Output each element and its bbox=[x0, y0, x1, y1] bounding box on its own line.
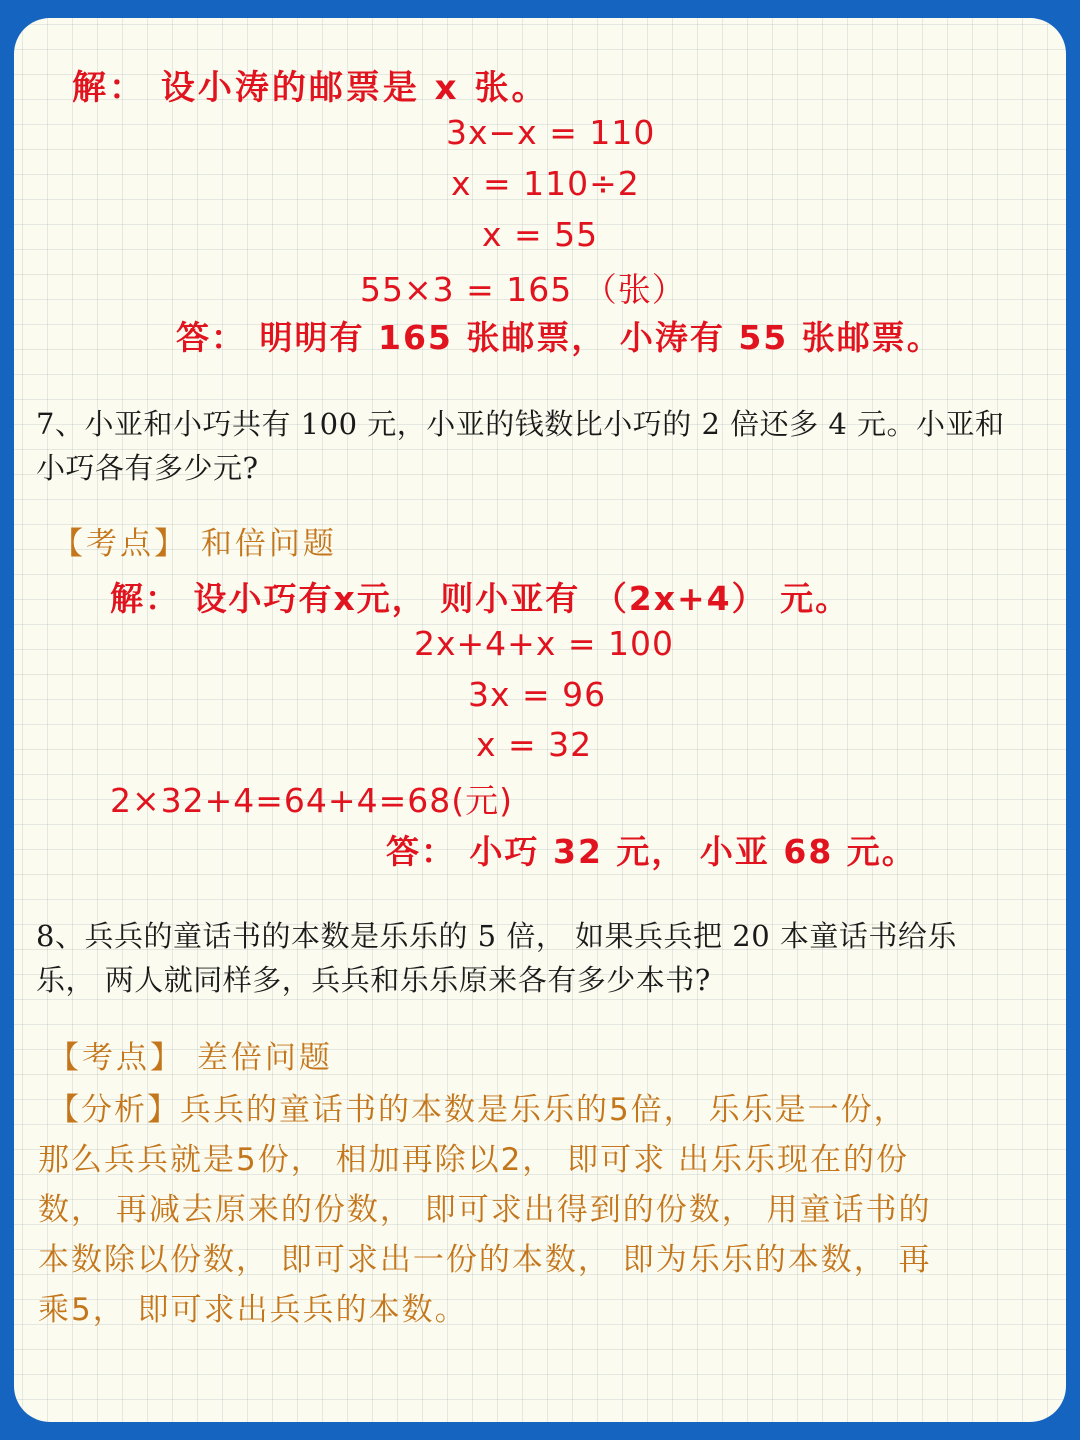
q8-text-line-2: 乐， 两人就同样多，兵兵和乐乐原来各有多少本书? bbox=[36, 963, 711, 997]
q8-analysis-line-4: 本数除以份数， 即可求出一份的本数， 即为乐乐的本数， 再 bbox=[38, 1242, 932, 1278]
q8-kaodian: 【考点】 差倍问题 bbox=[48, 1040, 333, 1076]
p6-answer: 答： 明明有 165 张邮票， 小涛有 55 张邮票。 bbox=[176, 318, 942, 357]
q8-analysis-line-2: 那么兵兵就是5份， 相加再除以2， 即可求 出乐乐现在的份 bbox=[38, 1142, 910, 1178]
q7-equation-1: 2x+4+x = 100 bbox=[414, 624, 674, 663]
q8-analysis-line-3: 数， 再减去原来的份数， 即可求出得到的份数， 用童话书的 bbox=[38, 1192, 932, 1228]
q7-solution-intro: 解： 设小巧有x元， 则小亚有 （2x+4） 元。 bbox=[110, 579, 851, 618]
q7-equation-4: 2×32+4=64+4=68(元) bbox=[110, 781, 513, 820]
p6-equation-3: x = 55 bbox=[482, 215, 599, 254]
p6-equation-1: 3x−x = 110 bbox=[446, 113, 656, 152]
q7-equation-2: 3x = 96 bbox=[468, 675, 607, 714]
q7-equation-3: x = 32 bbox=[476, 725, 593, 764]
q7-answer: 答： 小巧 32 元， 小亚 68 元。 bbox=[386, 832, 917, 871]
q8-analysis-line-5: 乘5， 即可求出兵兵的本数。 bbox=[38, 1292, 468, 1328]
p6-solution-intro: 解： 设小涛的邮票是 x 张。 bbox=[72, 68, 549, 108]
p6-equation-4: 55×3 = 165 （张） bbox=[360, 270, 686, 309]
q8-text-line-1: 8、兵兵的童话书的本数是乐乐的 5 倍， 如果兵兵把 20 本童话书给乐 bbox=[36, 919, 957, 953]
q7-text-line-2: 小巧各有多少元? bbox=[36, 451, 259, 485]
p6-equation-2: x = 110÷2 bbox=[451, 164, 640, 203]
q8-analysis-line-1: 【分析】兵兵的童话书的本数是乐乐的5倍， 乐乐是一份， bbox=[48, 1092, 907, 1128]
q7-text-line-1: 7、小亚和小巧共有 100 元，小亚的钱数比小巧的 2 倍还多 4 元。小亚和 bbox=[36, 407, 1005, 441]
notebook-page bbox=[14, 18, 1066, 1422]
q7-kaodian: 【考点】 和倍问题 bbox=[52, 526, 337, 562]
